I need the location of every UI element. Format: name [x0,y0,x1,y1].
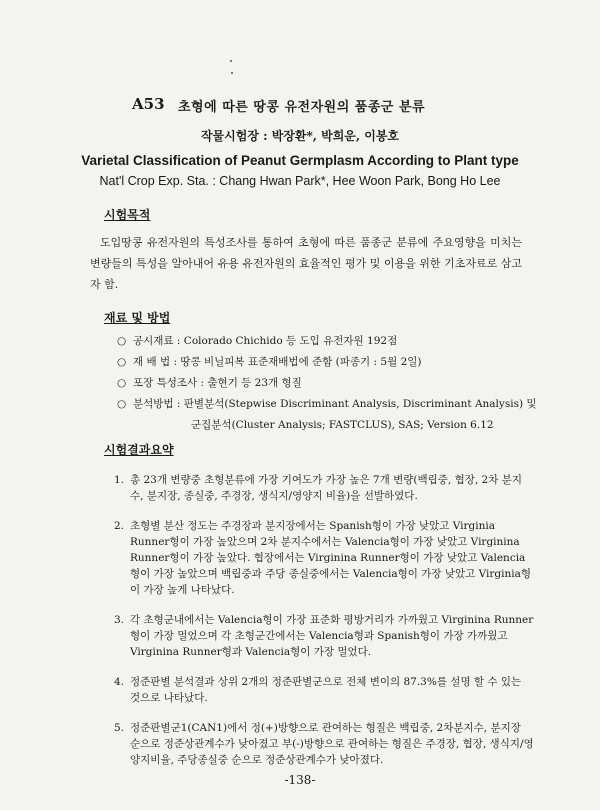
section-heading-results: 시험결과요약 [104,443,174,457]
circle-bullet-icon: ○ [117,377,127,389]
title-english: Varietal Classification of Peanut Germplasm According to Plant type [81,153,519,168]
circle-bullet-icon: ○ [117,356,127,368]
abstract-code: A53 [132,95,165,113]
authors-english: Nat'l Crop Exp. Sta. : Chang Hwan Park*, Hee Woon Park, Bong Ho Lee [99,174,501,188]
list-item [117,394,537,436]
objective-text: 도입땅콩 유전자원의 특성조사를 통하여 초형에 따른 품종군 분류에 주요영향을 미치는 변량들의 특성을 알아내어 유용 유전자원의 효율적인 평가 및 이용을 위한 기초자료로 삼고자 함. [90,236,522,291]
results-list [114,472,534,782]
item-number: 5. [114,722,125,734]
result-text: 정준판별 분석결과 상위 2개의 정준판별군으로 전체 변이의 87.3%를 설명 할 수 있는 것으로 나타났다. [130,676,522,704]
method-text: 공시재료 : Colorado Chichido 등 도입 유전자원 192점 [133,335,398,347]
method-text-continued: 군집분석(Cluster Analysis; FASTCLUS), SAS; Version 6.12 [191,419,494,431]
methods-list [117,331,537,436]
list-item [117,331,537,352]
section-heading-objective: 시험목적 [104,208,151,222]
list-item [117,352,537,373]
list-item [114,674,534,706]
list-item [114,518,534,598]
result-text: 초형별 분산 정도는 주경장과 분지장에서는 Spanish형이 가장 낮았고 Virginia Runner형이 가장 높았으며 2차 분지수에서는 Valencia형이 가장 낮았고 Virginina Runner형이 가장 높았다. 협장에서는 Virginina Runner형이 가장 낮았고 Valencia형이 가장 높았으며 백립중과 주당 종실중에서는 Valencia형이 가장 낮았고 Virginia형이 가장 높게 나타났다. [130,520,531,596]
method-text: 재 배 법 : 땅콩 비닐피복 표준재배법에 준함 (파종기 : 5월 2일) [133,356,422,368]
circle-bullet-icon: ○ [117,398,127,410]
item-number: 2. [114,520,125,532]
result-text: 총 23개 변량중 초형분류에 가장 기여도가 가장 높은 7개 변량(백립중, 협장, 2차 분지수, 분지장, 종실중, 주경장, 생식지/영양지 비율)을 선발하였다. [130,474,522,502]
list-item [114,472,534,504]
method-text: 분석방법 : 판별분석(Stepwise Discriminant Analysis, Discriminant Analysis) 및 [133,398,537,410]
list-item [114,612,534,660]
circle-bullet-icon: ○ [117,335,127,347]
page-number: -138- [284,773,316,787]
method-text: 포장 특성조사 : 출현기 등 23개 형질 [133,377,302,389]
list-item [114,720,534,768]
authors-korean: 작물시험장 : 박장환*, 박희운, 이봉호 [200,129,400,143]
item-number: 3. [114,614,125,626]
item-number: 4. [114,676,125,688]
result-text: 정준판별군1(CAN1)에서 정(+)방향으로 관여하는 형질은 백립중, 2차분지수, 분지장 순으로 정준상관계수가 낮아졌고 부(-)방향으로 관여하는 형질은 주경장, 협장, 생식지/영양지비율, 주당종실중 순으로 정준상관계수가 낮아졌다. [130,722,534,766]
section-heading-methods: 재료 및 방법 [104,311,171,325]
item-number: 1. [114,474,125,486]
objective-paragraph [90,232,522,295]
title-korean: 초형에 따른 땅콩 유전자원의 품종군 분류 [178,100,426,115]
scan-artifact-dot [231,72,233,74]
list-item [117,373,537,394]
scan-artifact-dot [230,60,232,62]
result-text: 각 초형군내에서는 Valencia형이 가장 표준화 평방거리가 가까웠고 Virginina Runner형이 가장 멀었으며 각 초형군간에서는 Valencia형과 Spanish형이 가장 가까웠고 Virginina Runner형과 Valencia형이 가장 멀었다. [130,614,534,658]
